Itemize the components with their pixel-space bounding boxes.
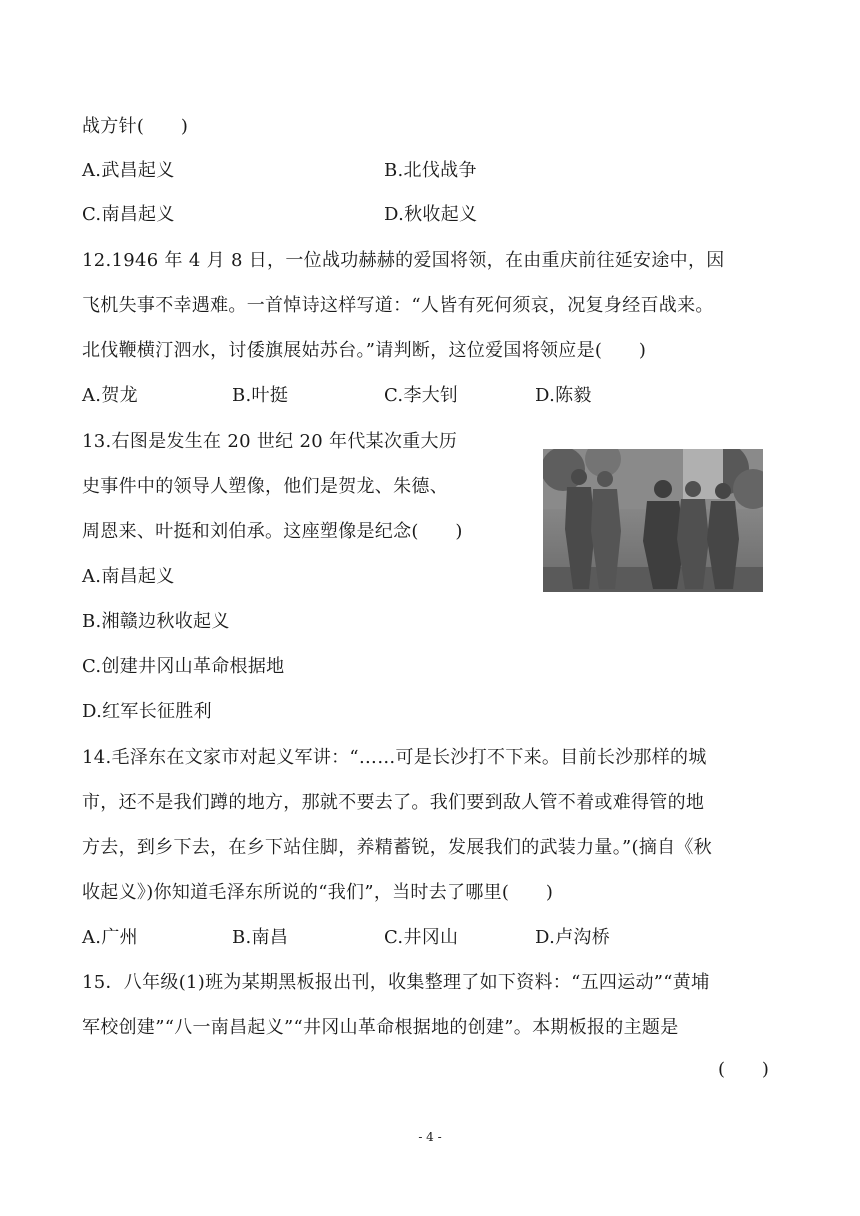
q12-stem-line2: 飞机失事不幸遇难。一首悼诗这样写道：“人皆有死何须哀，况复身经百战来。 <box>82 295 714 316</box>
q15-stem-line1: 15．八年级(1)班为某期黑板报出刊，收集整理了如下资料：“五四运动”“黄埔 <box>82 972 710 993</box>
q13-option-a: A.南昌起义 <box>82 566 175 587</box>
q14-stem-line3: 方去，到乡下去，在乡下站住脚，养精蓄锐，发展我们的武装力量。”(摘自《秋 <box>82 837 713 858</box>
q13-stem-line3: 周恩来、叶挺和刘伯承。这座塑像是纪念( ) <box>82 521 463 542</box>
statue-photo <box>543 449 763 592</box>
q13-option-b: B.湘赣边秋收起义 <box>82 611 230 632</box>
q14-option-a: A.广州 <box>82 927 138 948</box>
q14-option-d: D.卢沟桥 <box>535 927 611 948</box>
q11-option-d: D.秋收起义 <box>384 204 478 225</box>
page-number: - 4 - <box>418 1130 442 1144</box>
q11-option-a: A.武昌起义 <box>82 160 175 181</box>
q11-option-b: B.北伐战争 <box>384 160 477 181</box>
q12-option-d: D.陈毅 <box>535 385 592 406</box>
q14-stem-line4: 收起义》)你知道毛泽东所说的“我们”，当时去了哪里( ) <box>82 882 554 903</box>
q13-option-d: D.红军长征胜利 <box>82 701 212 722</box>
q13-stem-line2: 史事件中的领导人塑像，他们是贺龙、朱德、 <box>82 476 448 497</box>
q14-option-b: B.南昌 <box>232 927 289 948</box>
q15-answer-paren: ( ) <box>718 1059 770 1080</box>
q12-stem-line1: 12.1946 年 4 月 8 日，一位战功赫赫的爱国将领，在由重庆前往延安途中，因 <box>82 250 725 271</box>
q14-stem-line2: 市，还不是我们蹲的地方，那就不要去了。我们要到敌人管不着或难得管的地 <box>82 792 705 813</box>
q12-option-b: B.叶挺 <box>232 385 289 406</box>
q12-option-a: A.贺龙 <box>82 385 138 406</box>
q15-stem-line2: 军校创建”“八一南昌起义”“井冈山革命根据地的创建”。本期板报的主题是 <box>82 1017 679 1038</box>
q12-option-c: C.李大钊 <box>384 385 459 406</box>
q13-stem-line1: 13.右图是发生在 20 世纪 20 年代某次重大历 <box>82 431 458 452</box>
q12-stem-line3: 北伐鞭横汀泗水，讨倭旗展姑苏台。”请判断，这位爱国将领应是( ) <box>82 340 647 361</box>
q13-option-c: C.创建井冈山革命根据地 <box>82 656 285 677</box>
q11-text-tail: 战方针( ) <box>82 116 189 137</box>
q11-option-c: C.南昌起义 <box>82 204 175 225</box>
q14-option-c: C.井冈山 <box>384 927 459 948</box>
q14-stem-line1: 14.毛泽东在文家市对起义军讲：“……可是长沙打不下来。目前长沙那样的城 <box>82 747 707 768</box>
